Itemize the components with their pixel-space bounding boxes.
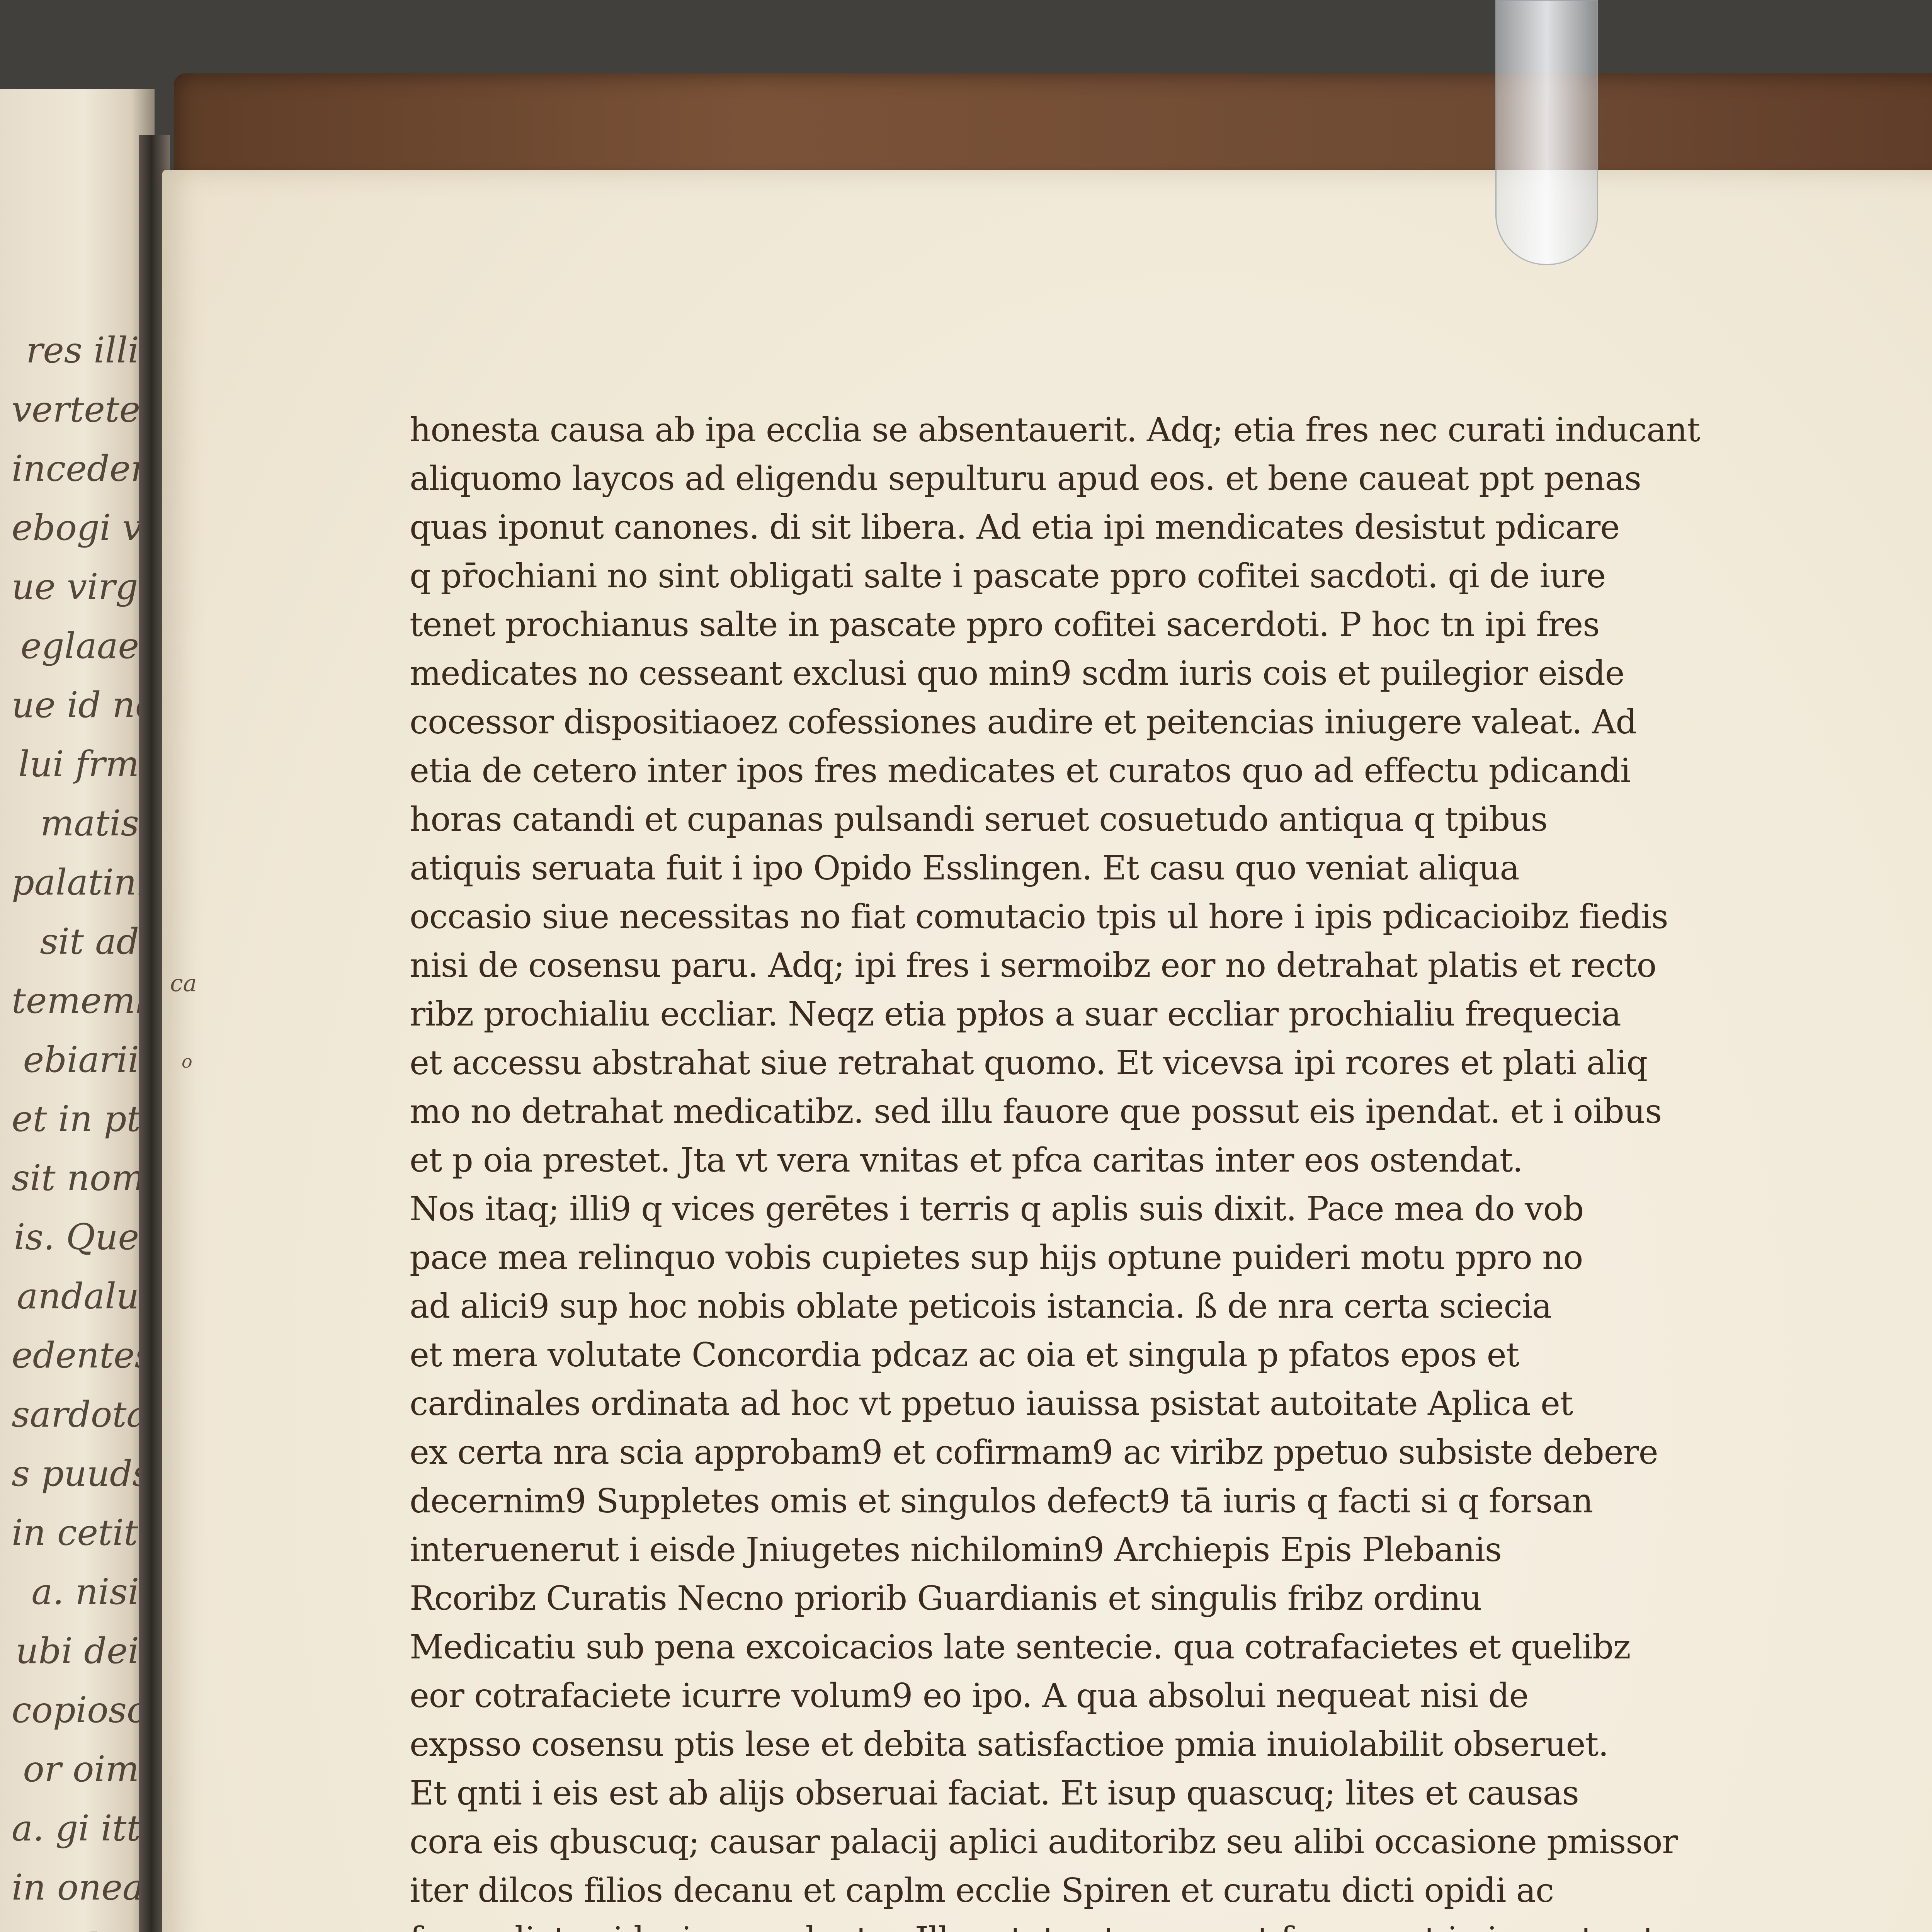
text-line: et p oia prestet. Jta vt vera vnitas et pfca caritas inter eos ostendat.	[410, 1136, 1739, 1185]
text-line: horas catandi et cupanas pulsandi seruet cosuetudo antiqua q tpibus	[410, 795, 1739, 844]
text-line: pace mea relinquo vobis cupietes sup hijs optune puideri motu ppro no	[410, 1233, 1739, 1282]
left-page-line: palatini	[12, 853, 139, 912]
text-line: honesta causa ab ipa ecclia se absentauerit. Adq; etia fres nec curati inducant	[410, 406, 1739, 454]
text-line: occasio siue necessitas no fiat comutacio tpis ul hore i ipis pdicacioibz fiedis	[410, 893, 1739, 941]
left-page-line: vertete	[12, 380, 139, 439]
margin-annotation: o	[182, 1051, 192, 1072]
text-line: decernim9 Suppletes omis et singulos defect9 tā iuris q facti si q forsan	[410, 1477, 1739, 1526]
text-line: et mera volutate Concordia pdcaz ac oia et singula p pfatos epos et	[410, 1331, 1739, 1379]
left-page-line: et in p	[12, 1089, 139, 1148]
left-page-line: res illi	[12, 321, 139, 380]
text-line: iter dilcos filios decanu et caplm ecclie Spiren et curatu dicti opidi ac	[410, 1866, 1739, 1915]
text-line: cora eis qbuscuq; causar palacij aplici auditoribz seu alibi occasione pmissor	[410, 1818, 1739, 1866]
text-line: medicates no cesseant exclusi quo min9 scdm iuris cois et puilegior eisde	[410, 649, 1739, 698]
text-line: ribz prochialiu eccliar. Neqz etia ppłos a suar eccliar prochialiu frequecia	[410, 990, 1739, 1039]
text-line: cocessor dispositiaoez cofessiones audire et peitencias iniugere valeat. Ad	[410, 698, 1739, 747]
text-line: mo no detrahat medicatibz. sed illu fauore que possut eis ipendat. et i oibus	[410, 1087, 1739, 1136]
left-page-line: ebogi	[12, 498, 139, 557]
text-line: atiquis seruata fuit i ipo Opido Esslingen. Et casu quo veniat aliqua	[410, 844, 1739, 893]
text-line: tenet prochianus salte in pascate ppro cofitei sacerdoti. P hoc tn ipi fres	[410, 600, 1739, 649]
left-page-line: sit ad	[12, 912, 139, 971]
text-line: q pr̄ochiani no sint obligati salte i pascate ppro cofitei sacdoti. qi de iure	[410, 552, 1739, 600]
left-page-line: in cetit	[12, 1503, 139, 1562]
text-line: nisi de cosensu paru. Adq; ipi fres i sermoibz eor no detrahat platis et recto	[410, 941, 1739, 990]
text-line: eor cotrafaciete icurre volum9 eo ipo. A qua absolui nequeat nisi de	[410, 1672, 1739, 1720]
left-page-line: s puuds	[12, 1444, 139, 1503]
text-line: Nos itaq; illi9 q vices gerētes i terris q aplis suis dixit. Pace mea do vob	[410, 1185, 1739, 1233]
text-line: aliquomo laycos ad eligendu sepulturu apud eos. et bene caueat ppt penas	[410, 454, 1739, 503]
text-line: expsso cosensu ptis lese et debita satisfactioe pmia inuiolabilit obseruet.	[410, 1720, 1739, 1769]
left-page-line: or oim	[12, 1740, 139, 1799]
text-line: et accessu abstrahat siue retrahat quomo. Et vicevsa ipi rcores et plati aliq	[410, 1039, 1739, 1087]
margin-annotation: ca	[170, 970, 197, 997]
left-page-line: incede	[12, 439, 139, 498]
left-page-line: ue id n	[12, 675, 139, 735]
left-page-line: eglaae	[12, 616, 139, 675]
left-page-line: ebiarii	[12, 1030, 139, 1089]
left-page-line: a. nisi	[12, 1562, 139, 1621]
left-page-line: temem	[12, 971, 139, 1030]
left-page-line: ubi dei	[12, 1621, 139, 1680]
left-page-line: in one	[12, 1858, 139, 1917]
text-line: ad alici9 sup hoc nobis oblate peticois istancia. ß de nra certa sciecia	[410, 1282, 1739, 1331]
text-line: ex certa nra scia approbam9 et cofirmam9 ac viribz ppetuo subsiste debere	[410, 1428, 1739, 1477]
left-page-line: is. Que	[12, 1208, 139, 1267]
left-page-line: sardot	[12, 1385, 139, 1444]
left-page-line: edentes	[12, 1326, 139, 1385]
left-page-line: matis	[12, 794, 139, 853]
text-line: Medicatiu sub pena excoicacios late sentecie. qua cotrafacietes et quelibz	[410, 1623, 1739, 1672]
text-line: Et qnti i eis est ab alijs obseruai faciat. Et isup quascuq; lites et causas	[410, 1769, 1739, 1818]
left-page-line: ue virgi	[12, 557, 139, 616]
text-line: etia de cetero inter ipos fres medicates et curatos quo ad effectu pdicandi	[410, 747, 1739, 795]
text-line: Rcoribz Curatis Necno priorib Guardianis et singulis fribz ordinu	[410, 1574, 1739, 1623]
left-page-line: sit nom	[12, 1148, 139, 1208]
left-page-line: lui frm	[12, 735, 139, 794]
text-line: interuenerut i eisde Jniugetes nichilomin9 Archiepis Epis Plebanis	[410, 1526, 1739, 1574]
text-line: quas iponut canones. di sit libera. Ad etia ipi mendicates desistut pdicare	[410, 503, 1739, 552]
text-line: cardinales ordinata ad hoc vt ppetuo iauissa psistat autoitate Aplica et	[410, 1379, 1739, 1428]
left-page-line: andalu	[12, 1267, 139, 1326]
left-page-line: a. gi it	[12, 1799, 139, 1858]
left-page-line: copioso	[12, 1680, 139, 1740]
